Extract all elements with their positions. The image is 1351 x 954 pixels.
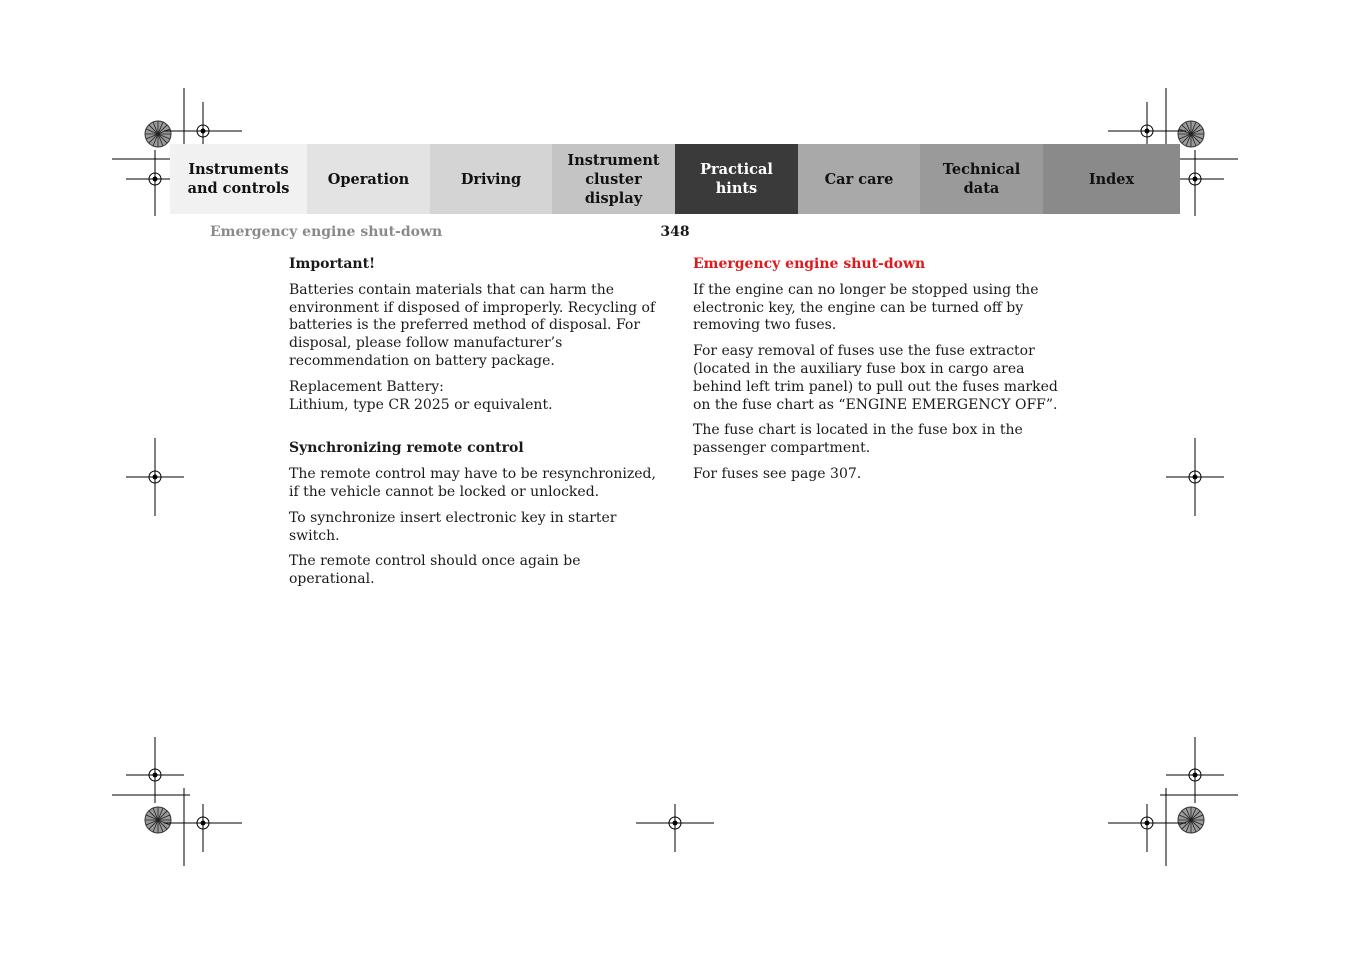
replacement-battery bbox=[289, 379, 657, 415]
important-text: Batteries contain materials that can harm the environment if disposed of improperly. Recycling of batteries is the preferred method of disposal. For disposal, please follow manufacturer’s recommendation on battery package. bbox=[289, 281, 656, 369]
tab-driving[interactable]: Driving bbox=[430, 144, 552, 214]
section-header: Emergency engine shut-down bbox=[210, 224, 443, 240]
tab-car-care[interactable]: Car care bbox=[798, 144, 920, 214]
sync-paragraph-3: The remote control should once again be operational. bbox=[289, 553, 581, 588]
tab-instruments-and-controls[interactable]: Instruments and controls bbox=[170, 144, 307, 214]
tab-practical-hints[interactable]: Practical hints bbox=[675, 144, 798, 214]
emergency-paragraph-3: The fuse chart is located in the fuse box in the passenger compartment. bbox=[693, 422, 1023, 457]
sync-paragraph-1: The remote control may have to be resynchronized, if the vehicle cannot be locked or unlocked. bbox=[289, 466, 656, 500]
chapter-nav bbox=[170, 144, 1180, 214]
sync-paragraph-2: To synchronize insert electronic key in starter switch. bbox=[289, 509, 617, 544]
replacement-value: Lithium, type CR 2025 or equivalent. bbox=[289, 396, 553, 413]
tab-instrument-cluster-display[interactable]: Instrument cluster display bbox=[552, 144, 675, 214]
important-heading: Important! bbox=[289, 256, 376, 272]
fuse-page-reference[interactable]: For fuses see page 307. bbox=[693, 465, 862, 482]
emergency-paragraph-1: If the engine can no longer be stopped using the electronic key, the engine can be turned off by removing two fuses. bbox=[693, 281, 1039, 334]
sync-heading: Synchronizing remote control bbox=[289, 440, 524, 457]
left-column bbox=[289, 256, 657, 597]
tab-operation[interactable]: Operation bbox=[307, 144, 430, 214]
right-column bbox=[693, 256, 1061, 492]
tab-index[interactable]: Index bbox=[1043, 144, 1180, 214]
emergency-heading: Emergency engine shut-down bbox=[693, 256, 926, 272]
tab-technical-data[interactable]: Technical data bbox=[920, 144, 1043, 214]
replacement-label: Replacement Battery: bbox=[289, 378, 444, 395]
page-number: 348 bbox=[660, 224, 690, 240]
emergency-paragraph-2: For easy removal of fuses use the fuse extractor (located in the auxiliary fuse box in cargo area behind left trim panel) to pull out the fuses marked on the fuse chart as “ENGINE EMERGENCY OFF”. bbox=[693, 343, 1058, 413]
